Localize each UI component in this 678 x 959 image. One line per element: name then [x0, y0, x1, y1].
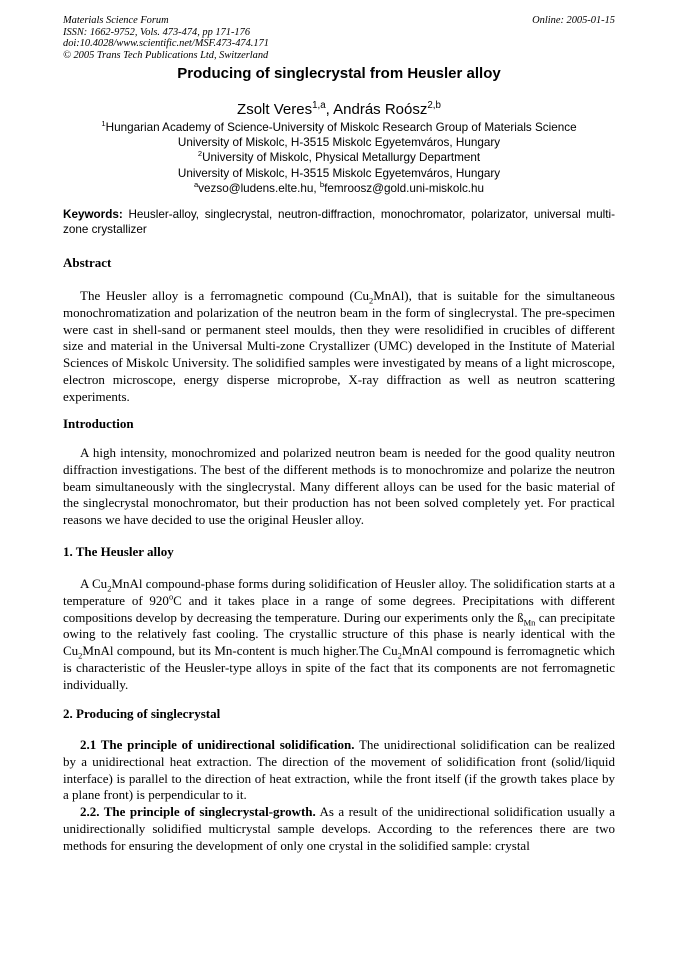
- email-b: femroosz@gold.uni-miskolc.hu: [324, 181, 485, 195]
- journal-header: [63, 15, 269, 61]
- s1-sub-1: 2: [107, 583, 112, 594]
- author-1-affil: 1,a: [312, 100, 326, 111]
- s1-text-4: can precipitate owing to the relatively fast cooling. The crystallic structure of this phase is nearly identical with the Cu: [63, 609, 615, 659]
- affil-1-line-2: University of Miskolc, H-3515 Miskolc Egyetemváros, Hungary: [177, 136, 501, 150]
- s1-degree-sup: o: [168, 591, 174, 602]
- affil-1-line-1: Hungarian Academy of Science-University of Miskolc Research Group of Materials Science: [105, 121, 577, 134]
- section-2-1-text: The unidirectional solidification can be realized by a unidirectional heat extraction. The direction of the movement of solidification front (solid/liquid interface) is parallel to the direction of heat extraction, while the front itself (if the growth takes place by a plane front) is perpendicular to it.: [63, 737, 615, 803]
- abstract-heading: Abstract: [63, 255, 112, 270]
- journal-name: Materials Science Forum: [63, 15, 169, 26]
- abstract-paragraph: [63, 288, 615, 406]
- s1-text-5: MnAl compound, but its Mn-content is much higher.The Cu: [82, 643, 398, 659]
- author-2-affil: 2,b: [427, 100, 441, 111]
- email-a-marker: a: [193, 179, 199, 189]
- doi-line: doi:10.4028/www.scientific.net/MSF.473-474.171: [63, 38, 269, 50]
- keywords-text: Heusler-alloy, singlecrystal, neutron-diffraction, monochromator, polarizator, universal multi-zone crystallizer: [63, 208, 615, 237]
- email-b-marker: b: [319, 179, 325, 189]
- author-line: [63, 100, 615, 119]
- email-line: [63, 181, 615, 196]
- affil-2-line-2: University of Miskolc, H-3515 Miskolc Egyetemváros, Hungary: [177, 166, 501, 180]
- section-2-2-title: 2.2. The principle of singlecrystal-growth.: [80, 804, 316, 819]
- abstract-text-2: MnAl), that is suitable for the simultaneous monochromatization and polarization of the neutron beam in the form of singlecrystal. The pre-specimen were cast in shell-sand or permanent steel moulds, then they were resolidified in crucibles of different size and material in the Universal Multi-zone Crystallizer (UMC) developed in the Institute of Material Sciences of Miskolc University. The solidified samples were investigated by means of a light microscope, electron microscope, energy disperse microprobe, X-ray diffraction as well as neutron scattering experiments.: [63, 288, 615, 404]
- abstract-text-1: The Heusler alloy is a ferromagnetic compound (Cu: [80, 288, 370, 303]
- section-2-1-paragraph: [63, 737, 615, 804]
- s1-sub-3: 2: [78, 650, 83, 661]
- section-1-heading: 1. The Heusler alloy: [63, 544, 174, 559]
- s1-text-1: A Cu: [80, 576, 108, 591]
- abstract-sub: 2: [369, 295, 374, 306]
- email-a: vezso@ludens.elte.hu,: [198, 181, 320, 195]
- online-date: Online: 2005-01-15: [532, 15, 615, 26]
- section-2-2-paragraph: [63, 804, 615, 854]
- section-2-2-text: As a result of the unidirectional solidification usually a unidirectionally solidified multicrystal sample develops. According to the references there are two methods for ensuring the development of only one crystal in the solidified sample: crystal: [63, 804, 615, 853]
- author-separator: ,: [325, 101, 334, 118]
- section-2-1-title: 2.1 The principle of unidirectional solidification.: [80, 737, 355, 752]
- keywords: [63, 207, 615, 237]
- keywords-label: Keywords:: [63, 208, 123, 221]
- s1-text-3: C and it takes place in a range of some degrees. Precipitations with different compositions develop by decreasing the temperature. During our experiments only the ß: [63, 592, 615, 625]
- affiliations: [63, 120, 615, 196]
- section-2-heading: 2. Producing of singlecrystal: [63, 706, 221, 721]
- s1-sub-mn: Mn: [523, 617, 536, 628]
- introduction-heading: Introduction: [63, 416, 134, 431]
- s1-sub-4: 2: [397, 650, 402, 661]
- paper-title: Producing of singlecrystal from Heusler alloy: [177, 65, 501, 82]
- s1-text-2: MnAl compound-phase forms during solidification of Heusler alloy. The solidification starts at a temperature of 920: [63, 576, 615, 608]
- section-1-paragraph: [63, 576, 615, 694]
- author-2: András Roósz: [333, 101, 428, 118]
- author-1: Zsolt Veres: [237, 101, 313, 118]
- affil-2-line-1: University of Miskolc, Physical Metallurgy Department: [202, 151, 481, 165]
- s1-text-6: MnAl compound is ferromagnetic which is characteristic of the Heusler-type alloys in spite of the fact that its components are not ferromagnetic individually.: [63, 643, 615, 692]
- introduction-paragraph: A high intensity, monochromized and polarized neutron beam is needed for the good quality neutron diffraction investigations. The best of the different methods is to monochromize and polarize the neutron beam simultaneously with the singlecrystal. Many different alloys can be used for the basic material of the singlecrystal monochromator, but their production has not been solved completely yet. For practical reasons we have decided to use the original Heusler alloy.: [63, 445, 615, 528]
- affil-2-marker: 2: [197, 149, 203, 159]
- affil-1-marker: 1: [101, 119, 106, 129]
- copyright-line: © 2005 Trans Tech Publications Ltd, Switzerland: [63, 49, 269, 61]
- issn-line: ISSN: 1662-9752, Vols. 473-474, pp 171-176: [63, 26, 251, 38]
